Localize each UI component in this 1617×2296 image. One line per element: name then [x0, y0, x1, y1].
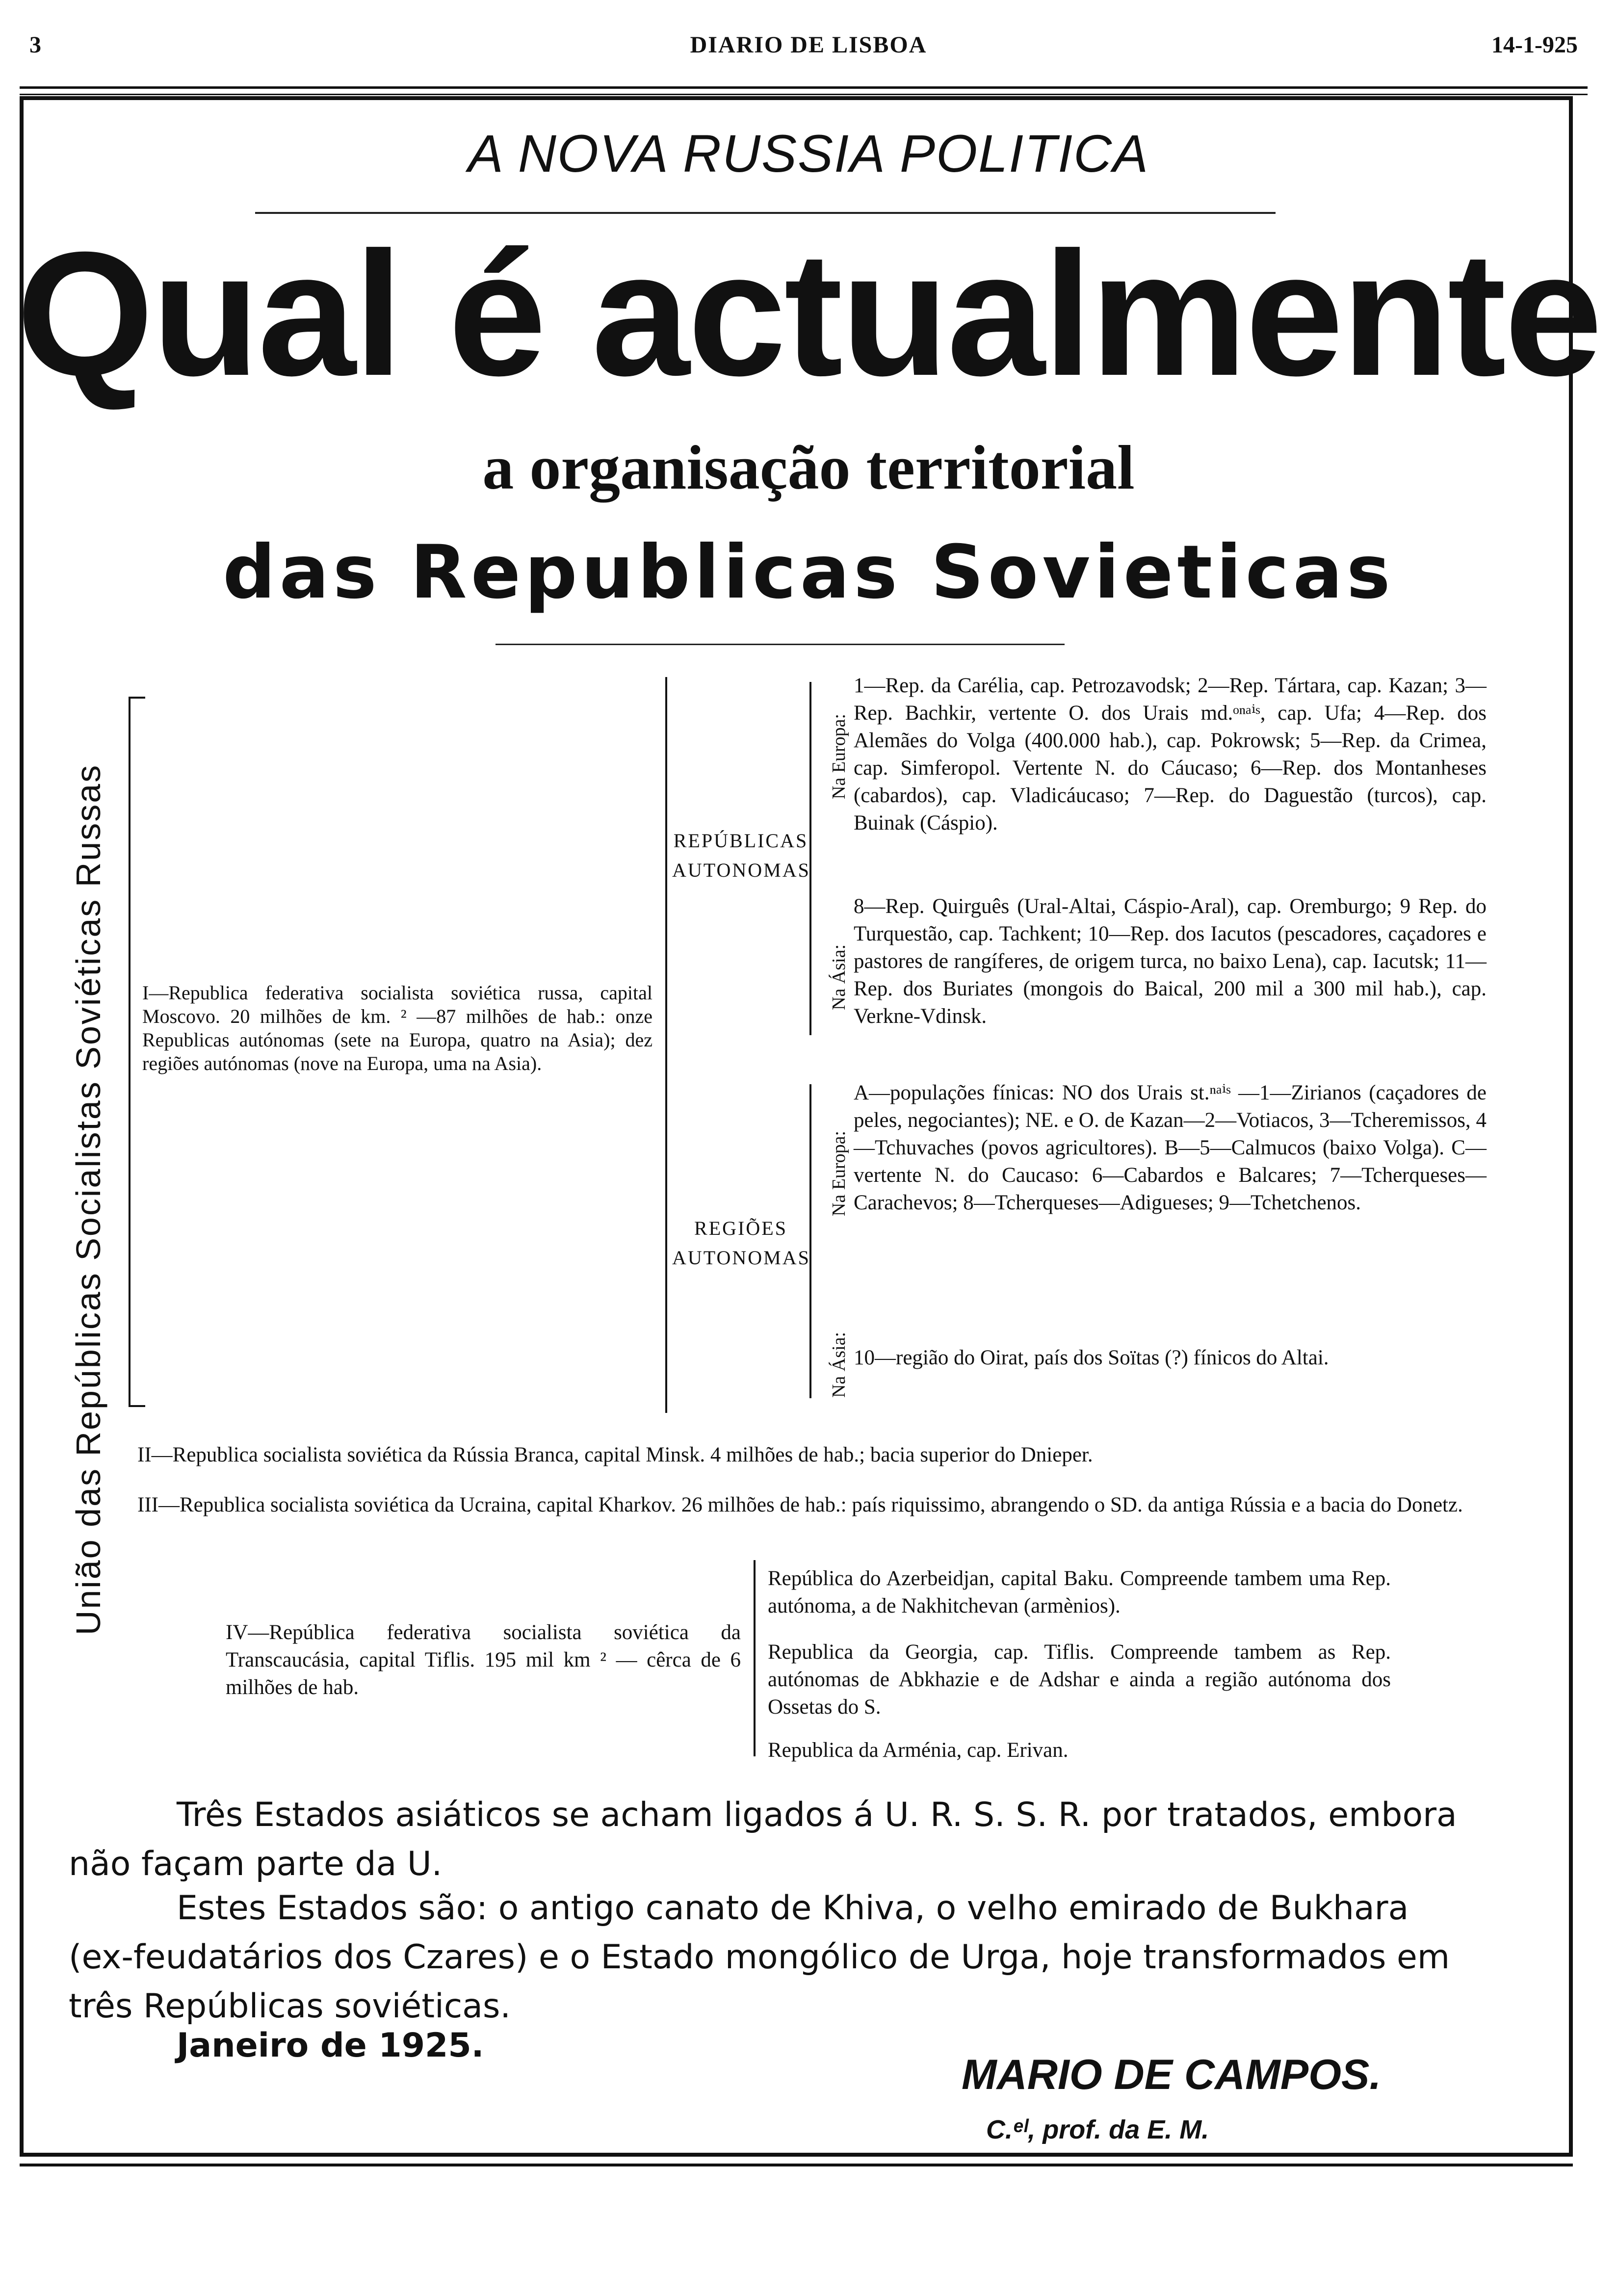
subtitle-1: a organisação territorial	[482, 433, 1135, 502]
republic-2-text: II—Republica socialista soviética da Rússia Branca, capital Minsk. 4 milhões de hab.; bacia superior do Dnieper.	[137, 1443, 1093, 1466]
footer-rule	[20, 2164, 1573, 2166]
ornament-divider-small	[496, 644, 1065, 645]
georgia-text: Republica da Georgia, cap. Tiflis. Compreende tambem as Rep. autónomas de Abkhazie e de Adshar e ainda a região autónoma dos Ossetas do S.	[768, 1641, 1391, 1719]
closing-paragraph-1: Três Estados asiáticos se acham ligados á U. R. S. S. R. por tratados, embora não façam parte da U.	[69, 1796, 1457, 1883]
author-title: C.ᵉˡ, prof. da E. M.	[986, 2115, 1209, 2144]
autonomous-republics-label-1: REPÚBLICAS	[673, 830, 808, 852]
label-na-asia-republics: Na Ásia:	[829, 944, 849, 1011]
label-na-asia-regions: Na Ásia:	[829, 1331, 849, 1398]
side-label-text: União das Repúblicas Socialistas Soviéticas Russas	[69, 763, 107, 1636]
autonomous-regions-label-2: AUTONOMAS	[672, 1247, 810, 1269]
label-na-europa-republics: Na Europa:	[829, 713, 849, 800]
autonomous-regions-asia: 10—região do Oirat, país dos Soïtas (?) fínicos do Altai.	[854, 1346, 1329, 1369]
autonomous-regions-label-1: REGIÕES	[694, 1217, 787, 1239]
closing-paragraph-2: Estes Estados são: o antigo canato de Khiva, o velho emirado de Bukhara (ex-feudatários dos Czares) e o Estado mongólico de Urga, hoje transformados em três Repúblicas soviéticas.	[69, 1889, 1450, 2026]
side-label	[39, 721, 137, 1678]
autonomous-regions-brace	[809, 1084, 811, 1398]
autonomous-republics-europe: 1—Rep. da Carélia, cap. Petrozavodsk; 2—Rep. Tártara, cap. Kazan; 3—Rep. Bachkir, vertente O. dos Urais md.ᵒⁿᵃⁱˢ, cap. Ufa; 4—Rep. dos Alemães do Volga (400.000 hab.), cap. Pokrowsk; 5—Rep. da Crimea, cap. Simferopol. Vertente N. do Cáucaso; 6—Rep. dos Montanheses (cabardos), cap. Vladicáucaso; 7—Rep. do Daguestão (turcos), cap. Buinak (Cáspio).	[854, 674, 1487, 835]
issue-date: 14-1-925	[1491, 32, 1578, 58]
label-na-europa-regions: Na Europa:	[829, 1130, 849, 1217]
republic-4-text: IV—República federativa socialista soviética da Transcaucásia, capital Tiflis. 195 mil km ² — cêrca de 6 milhões de hab.	[226, 1621, 741, 1699]
armenia-text: Republica da Arménia, cap. Erivan.	[768, 1739, 1069, 1762]
author-signature: MARIO DE CAMPOS.	[962, 2051, 1382, 2098]
kicker: A NOVA RUSSIA POLITICA	[468, 124, 1149, 183]
azerbaijan-text: República do Azerbeidjan, capital Baku. Compreende tambem uma Rep. autónoma, a de Nakhitchevan (armènios).	[768, 1567, 1391, 1618]
page-number: 3	[29, 32, 41, 58]
dateline: Janeiro de 1925.	[177, 2026, 484, 2065]
autonomous-republics-label-2: AUTONOMAS	[672, 859, 810, 881]
newspaper-name: DIARIO DE LISBOA	[690, 32, 927, 58]
autonomous-regions-europe: A—populações fínicas: NO dos Urais st.ⁿᵃⁱˢ —1—Zirianos (caçadores de peles, negociantes); NE. e O. de Kazan—2—Votiacos, 3—Tcheremissos, 4—Tchuvaches (povos agricultores). B—5—Calmucos (baixo Volga). C—vertente N. do Caucaso: 6—Cabardos e Balcares; 7—Tcherqueses—Carachevos; 8—Tcherqueses—Adigueses; 9—Tchetchenos.	[854, 1081, 1487, 1214]
header-rule	[20, 86, 1588, 95]
autonomous-republics-asia: 8—Rep. Quirguês (Ural-Altai, Cáspio-Aral), cap. Oremburgo; 9 Rep. do Turquestão, cap. Tachkent; 10—Rep. dos Iacutos (pescadores, caçadores e pastores de rangíferes, de origem turca, no baixo Lena), cap. Iacutsk; 11—Rep. dos Buriates (mongois do Baical, 200 mil a 300 mil hab.), cap. Verkne-Vdinsk.	[854, 895, 1487, 1028]
transcaucasia-brace	[754, 1560, 756, 1756]
headline: Qual é actualmente	[16, 215, 1601, 413]
subtitle-2: das Republicas Sovieticas	[223, 530, 1394, 615]
republic-1-text: I—Republica federativa socialista soviética russa, capital Moscovo. 20 milhões de km. ² —87 milhões de hab.: onze Republicas autónomas (sete na Europa, quatro na Asia); dez regiões autónomas (nove na Europa, uma na Asia).	[142, 982, 652, 1074]
ornament-divider	[255, 212, 1276, 214]
republic-1-brace	[665, 677, 667, 1413]
republic-3-text: III—Republica socialista soviética da Ucraina, capital Kharkov. 26 milhões de hab.: país riquissimo, abrangendo o SD. da antiga Rússia e a bacia do Donetz.	[137, 1493, 1463, 1516]
autonomous-republics-brace	[809, 682, 811, 1035]
